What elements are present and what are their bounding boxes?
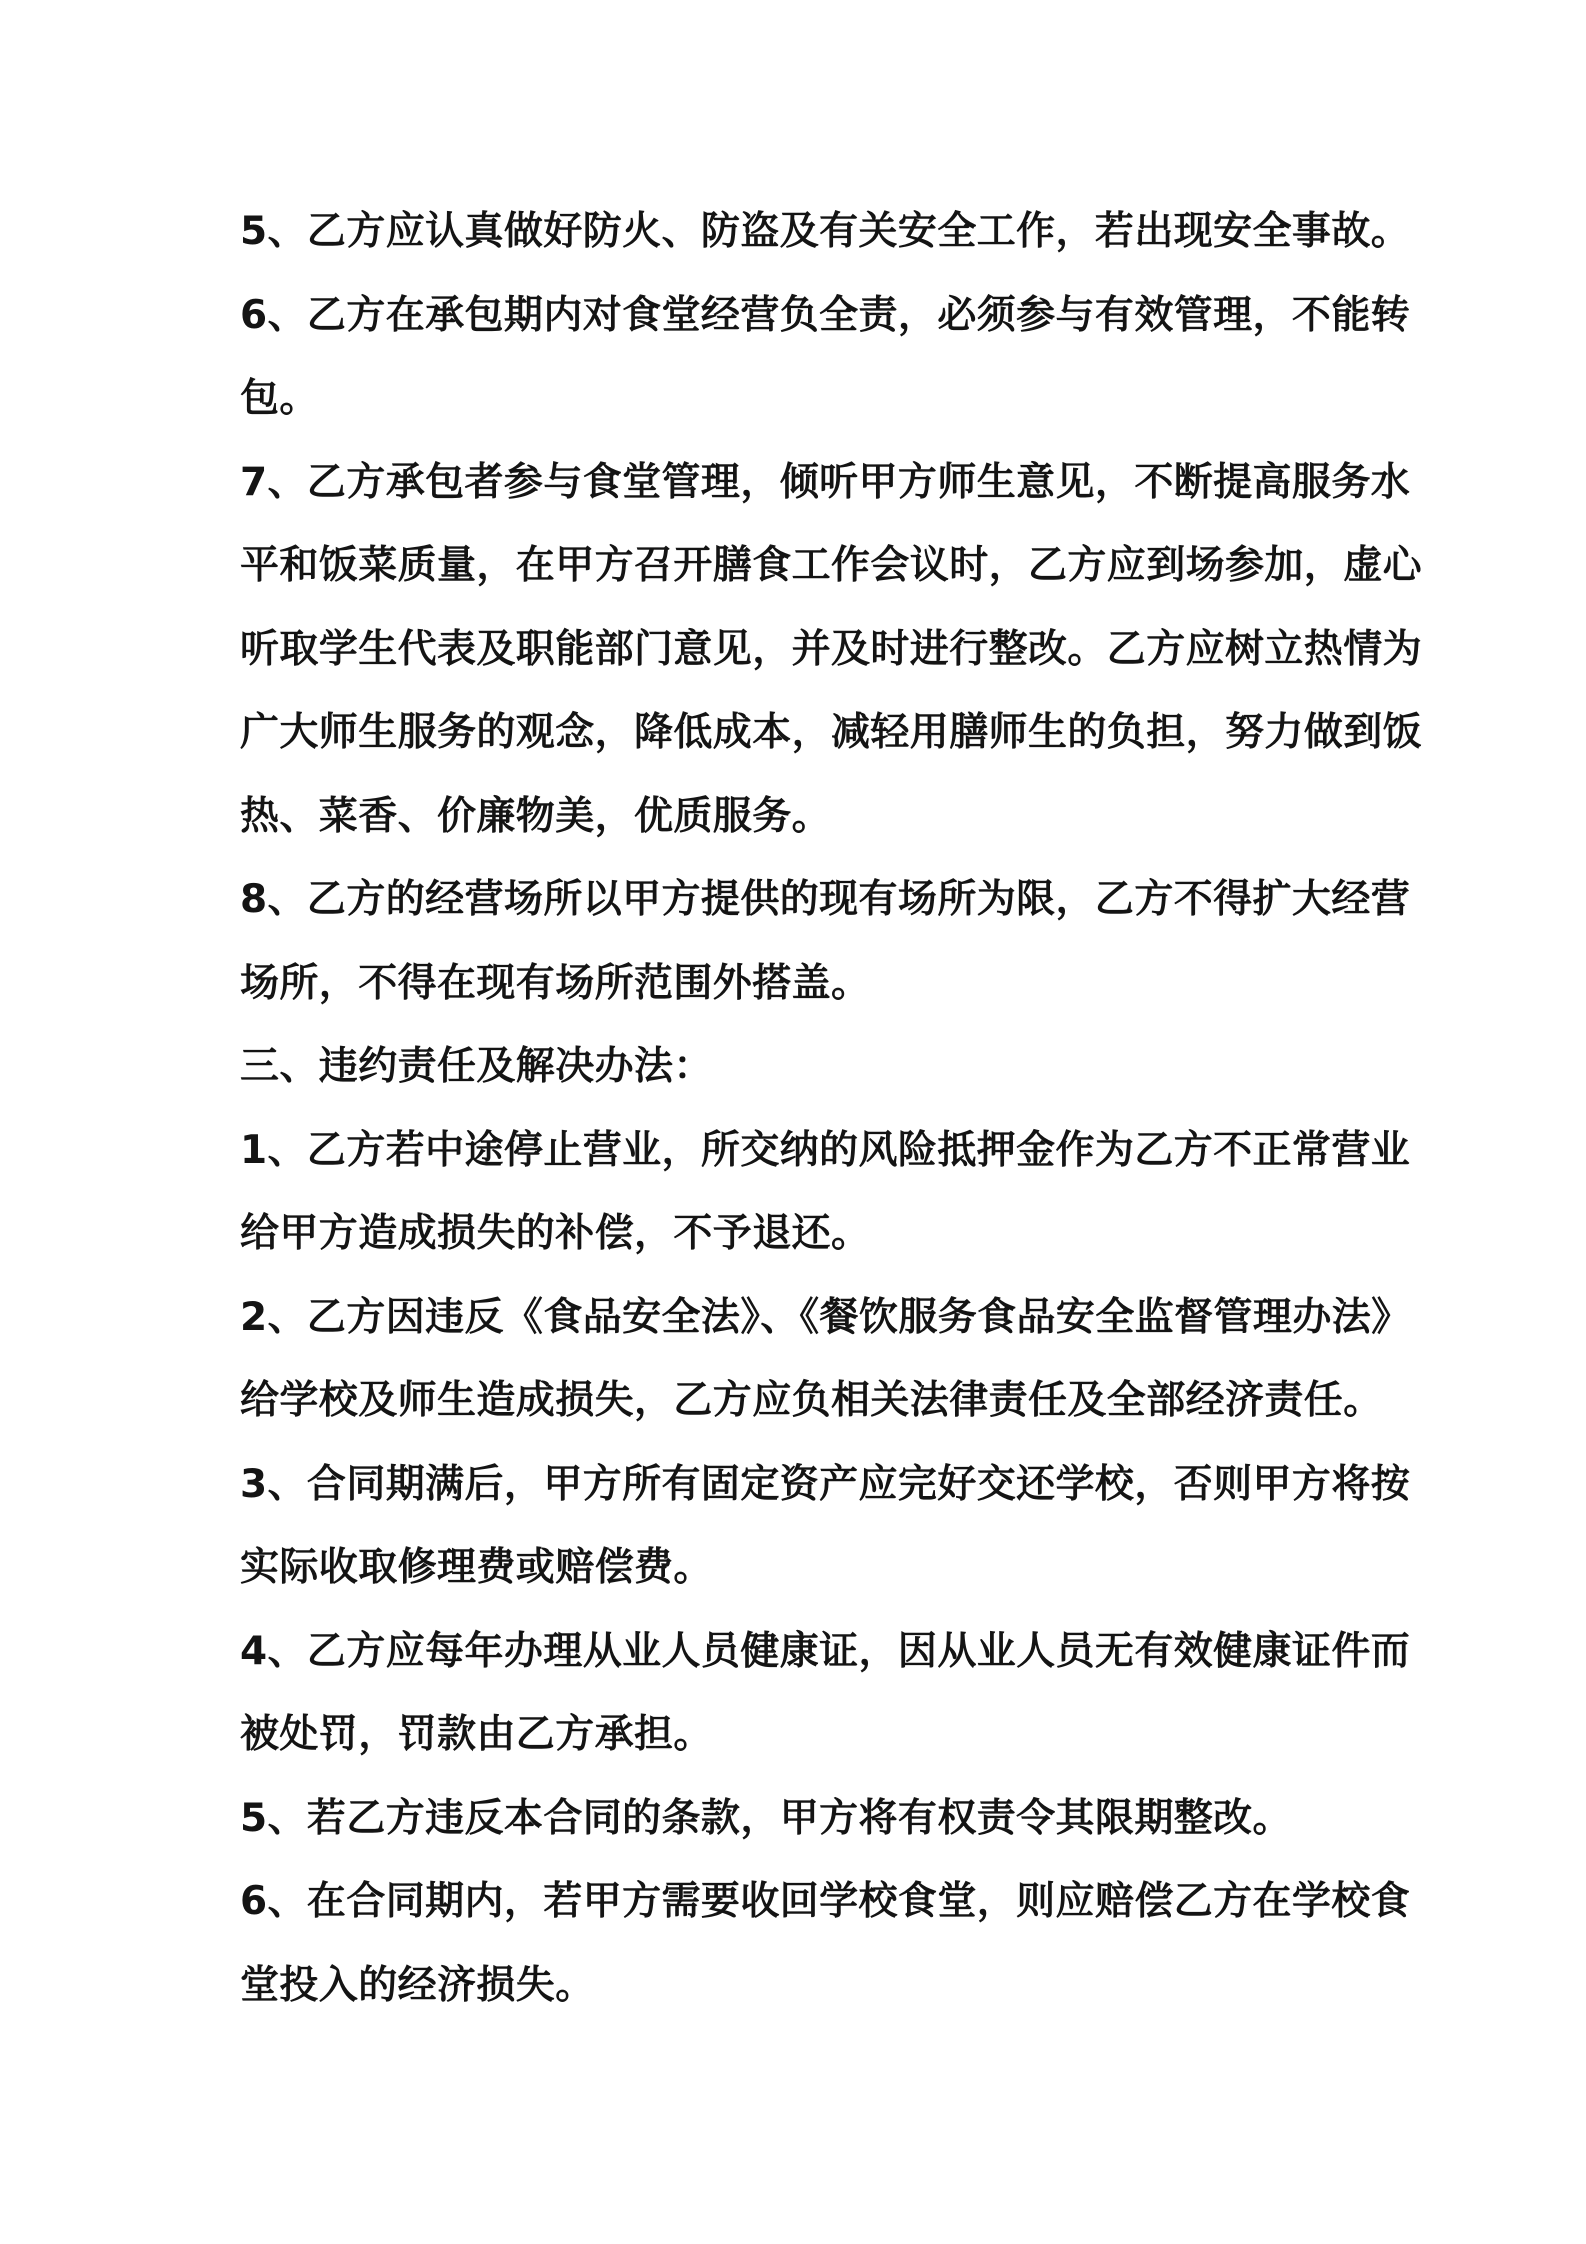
text-line: 实际收取修理费或赔偿费。 bbox=[240, 1545, 713, 1590]
text-line: 给学校及师生造成损失，乙方应负相关法律责任及全部经济责任。 bbox=[240, 1378, 1383, 1423]
text-line: 场所，不得在现有场所范围外搭盖。 bbox=[240, 960, 871, 1006]
text-line: 4、乙方应每年办理从业人员健康证，因从业人员无有效健康证件而 bbox=[240, 1628, 1411, 1674]
document-body bbox=[240, 190, 1423, 2027]
text-line: 7、乙方承包者参与食堂管理，倾听甲方师生意见，不断提高服务水 bbox=[240, 459, 1411, 505]
text-line: 热、菜香、价廉物美，优质服务。 bbox=[240, 793, 832, 839]
text-line: 广大师生服务的观念，降低成本，减轻用膳师生的负担，努力做到饭 bbox=[240, 710, 1423, 755]
text-line: 包。 bbox=[240, 376, 319, 421]
text-line: 8、乙方的经营场所以甲方提供的现有场所为限，乙方不得扩大经营 bbox=[240, 877, 1411, 922]
text-line: 6、在合同期内，若甲方需要收回学校食堂，则应赔偿乙方在学校食 bbox=[240, 1879, 1411, 1924]
text-line: 给甲方造成损失的补偿，不予退还。 bbox=[240, 1211, 871, 1256]
text-line: 5、乙方应认真做好防火、防盗及有关安全工作，若出现安全事故。 bbox=[240, 209, 1411, 254]
text-line: 5、若乙方违反本合同的条款，甲方将有权责令其限期整改。 bbox=[240, 1795, 1292, 1841]
text-line: 听取学生代表及职能部门意见，并及时进行整改。乙方应树立热情为 bbox=[240, 626, 1423, 672]
text-line: 平和饭菜质量，在甲方召开膳食工作会议时，乙方应到场参加，虚心 bbox=[240, 543, 1423, 588]
text-line: 1、乙方若中途停止营业，所交纳的风险抵押金作为乙方不正常营业 bbox=[240, 1127, 1411, 1173]
text-line: 6、乙方在承包期内对食堂经营负全责，必须参与有效管理，不能转 bbox=[240, 292, 1411, 338]
text-line: 被处罚，罚款由乙方承担。 bbox=[240, 1712, 713, 1757]
text-line: 2、乙方因违反《食品安全法》、《餐饮服务食品安全监督管理办法》 bbox=[240, 1294, 1411, 1340]
text-line: 3、合同期满后，甲方所有固定资产应完好交还学校，否则甲方将按 bbox=[240, 1461, 1411, 1507]
text-line: 堂投入的经济损失。 bbox=[240, 1962, 595, 2008]
section-heading: 三、违约责任及解决办法： bbox=[240, 1044, 713, 1089]
